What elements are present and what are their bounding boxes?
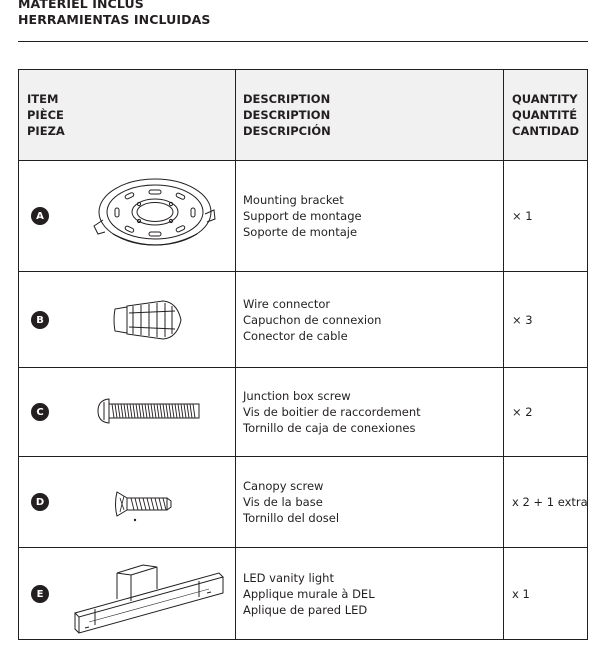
quantity-cell bbox=[512, 368, 588, 456]
header-quantity-cell bbox=[512, 70, 588, 160]
header-quantity-es: CANTIDAD bbox=[512, 124, 580, 138]
header-item-fr: PIÈCE bbox=[27, 108, 64, 122]
header-description-cell bbox=[243, 70, 503, 160]
quantity-value: × 3 bbox=[512, 312, 533, 327]
description-fr: Vis de boitier de raccordement bbox=[243, 405, 421, 419]
header-item-en: ITEM bbox=[27, 92, 59, 106]
description-fr: Capuchon de connexion bbox=[243, 312, 382, 327]
item-letter-badge: A bbox=[31, 207, 49, 225]
mounting-bracket-icon bbox=[89, 174, 219, 254]
description-es: Tornillo del dosel bbox=[243, 511, 340, 525]
table-row bbox=[19, 368, 587, 457]
header-description-en: DESCRIPTION bbox=[243, 92, 331, 106]
item-letter-badge: C bbox=[31, 403, 49, 421]
description-es: Soporte de montaje bbox=[243, 225, 358, 239]
description-en: LED vanity light bbox=[243, 570, 334, 585]
heading-divider bbox=[18, 41, 588, 42]
header-description-fr: DESCRIPTION bbox=[243, 108, 331, 122]
description-en: Junction box screw bbox=[243, 389, 351, 403]
description-en: Mounting bracket bbox=[243, 193, 344, 207]
junction-box-screw-icon bbox=[95, 396, 203, 426]
quantity-value: x 2 + 1 extra bbox=[512, 495, 588, 509]
header-item-cell bbox=[19, 70, 243, 160]
table-header-row bbox=[19, 70, 587, 161]
item-letter-badge: B bbox=[31, 311, 49, 329]
section-heading bbox=[18, 0, 210, 28]
item-letter-badge: D bbox=[31, 493, 49, 511]
description-cell bbox=[243, 368, 503, 456]
heading-line-2: HERRAMIENTAS INCLUIDAS bbox=[18, 12, 211, 27]
table-row bbox=[19, 161, 587, 272]
quantity-cell bbox=[512, 457, 588, 547]
quantity-value: × 2 bbox=[512, 405, 533, 419]
header-description-es: DESCRIPCIÓN bbox=[243, 124, 331, 138]
quantity-cell bbox=[512, 272, 588, 367]
description-es: Conector de cable bbox=[243, 328, 348, 343]
column-divider bbox=[235, 70, 236, 639]
description-en: Wire connector bbox=[243, 296, 331, 311]
description-cell bbox=[243, 548, 503, 639]
quantity-cell bbox=[512, 548, 588, 639]
description-cell bbox=[243, 457, 503, 547]
header-item-es: PIEZA bbox=[27, 124, 65, 138]
description-en: Canopy screw bbox=[243, 479, 324, 493]
table-row bbox=[19, 272, 587, 368]
quantity-cell bbox=[512, 161, 588, 271]
description-cell bbox=[243, 161, 503, 271]
description-fr: Applique murale à DEL bbox=[243, 586, 375, 601]
description-fr: Support de montage bbox=[243, 209, 362, 223]
quantity-value: x 1 bbox=[512, 586, 530, 601]
led-vanity-light-icon bbox=[69, 555, 225, 635]
quantity-value: × 1 bbox=[512, 209, 533, 223]
item-letter-badge: E bbox=[31, 585, 49, 603]
header-quantity-en: QUANTITY bbox=[512, 92, 578, 106]
column-divider bbox=[503, 70, 504, 639]
description-fr: Vis de la base bbox=[243, 495, 323, 509]
parts-table bbox=[18, 69, 588, 640]
description-es: Aplique de pared LED bbox=[243, 602, 368, 617]
heading-line-1: MATERIEL INCLUS bbox=[18, 0, 144, 11]
description-cell bbox=[243, 272, 503, 367]
wire-connector-icon bbox=[111, 297, 185, 343]
table-row bbox=[19, 457, 587, 548]
table-row bbox=[19, 548, 587, 639]
canopy-screw-icon bbox=[113, 484, 175, 524]
header-quantity-fr: QUANTITÉ bbox=[512, 108, 578, 122]
description-es: Tornillo de caja de conexiones bbox=[243, 421, 416, 435]
